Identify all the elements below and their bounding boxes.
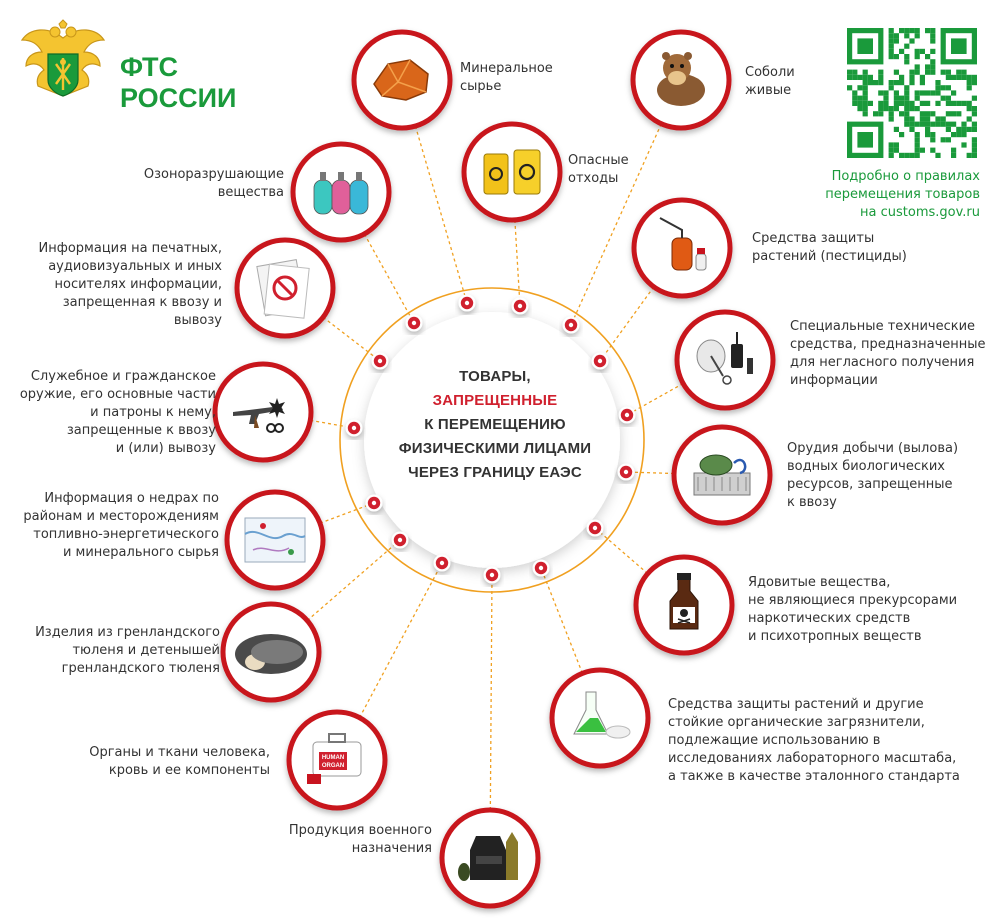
item-label-line: вещества [217,185,284,200]
organ-box-label-line1: HUMAN [321,755,345,761]
item-label [790,318,990,390]
item-label-line: Орудия добычи (вылова) [787,441,959,456]
item-label-line: гренландского тюленя [61,661,220,676]
item-circle-pesticide-sprayer [634,200,730,296]
ring-marker [619,407,636,424]
item-label-line: для негласного получения [790,355,975,370]
item-label-line: топливно-энергетического [33,527,219,542]
qr-caption-line1: Подробно о правилах [831,169,980,184]
ring-marker [366,495,383,512]
ring-marker [406,315,423,332]
center-title-line5: ЧЕРЕЗ ГРАНИЦУ ЕАЭС [408,464,582,481]
qr-caption-line2: перемещения товаров [825,187,980,202]
geological-map-icon [245,518,305,562]
center-title [370,365,620,485]
item-circle-lab-flask [552,670,648,766]
item-label-line: Средства защиты [752,231,875,246]
item-label-line: Минеральное [460,61,553,76]
item-circle-seal-fur [223,604,319,700]
item-label-line: Органы и ткани человека, [89,745,270,760]
item-circle-hazard-barrels [464,124,560,220]
item-label-line: районам и месторождениям [23,509,219,524]
item-label-line: к ввозу [787,495,837,510]
item-label-line: вывозу [173,313,222,328]
item-label-line: Продукция военного [288,823,432,838]
fts-emblem-logo [18,18,108,108]
item-label-line: Озоноразрушающие [143,167,284,182]
center-title-line4: ФИЗИЧЕСКИМИ ЛИЦАМИ [398,440,592,457]
prohibited-documents-icon [257,260,309,319]
item-label [4,368,216,458]
item-label-line: Опасные [568,153,629,168]
item-label-line: аудиовизуальных и иных [48,259,222,274]
item-label-line: Средства защиты растений и другие [668,697,924,712]
item-label-line: Служебное и гражданское [30,369,216,384]
fishing-gear-icon [694,455,750,495]
item-label [745,64,865,100]
item-circle-geological-map [227,492,323,588]
item-label [460,60,600,96]
item-label-line: и (или) вывозу [115,441,216,456]
org-name-line1: ФТС [120,52,179,82]
item-label-line: исследованиях лабораторного масштаба, [668,751,957,766]
item-label-line: живые [745,83,792,98]
item-label-line: и минерального сырья [62,545,219,560]
qr-caption-line3: на customs.gov.ru [860,205,980,220]
ring-marker [587,520,604,537]
org-name [120,52,236,114]
item-label-line: а также в качестве эталонного стандарта [668,769,960,784]
ring-marker [533,560,550,577]
center-title-line2: ЗАПРЕЩЕННЫЕ [432,392,558,409]
qr-caption [800,168,980,222]
item-circle-amber-stone [354,32,450,128]
ring-marker [512,298,529,315]
item-circle-gas-cylinders [293,144,389,240]
item-circle-spy-equipment [677,312,773,408]
item-label-line: водных биологических [787,459,945,474]
item-label-line: Ядовитые вещества, [748,575,891,590]
ring-marker [434,555,451,572]
item-label-line: Специальные технические [790,319,976,334]
center-title-line3: К ПЕРЕМЕЩЕНИЮ [424,416,566,433]
item-label-line: запрещенные к ввозу [66,423,216,438]
item-label-line: растений (пестициды) [752,249,907,264]
item-circle-organ-box [289,712,385,808]
item-label-line: Соболи [745,65,795,80]
center-title-line1: ТОВАРЫ, [459,368,531,385]
item-label [10,240,222,330]
item-label-line: Информация на печатных, [38,241,222,256]
item-label-line: отходы [568,171,619,186]
item-circle-weapons [215,364,311,460]
org-name-line2: РОССИИ [120,83,237,113]
item-label [568,152,688,188]
item-circle-military-gear [442,810,538,906]
item-label-line: запрещенная к ввозу и [62,295,222,310]
ring-marker [484,567,501,584]
item-label-line: наркотических средств [748,611,911,626]
item-label [250,822,432,858]
ring-marker [392,532,409,549]
ring-marker [618,464,635,481]
item-circle-fishing-gear [674,427,770,523]
item-label-line: подлежащие использованию в [668,733,881,748]
item-label [748,574,988,646]
item-label [752,230,952,266]
item-label [20,624,220,678]
item-label-line: сырье [460,79,502,94]
item-label-line: стойкие органические загрязнители, [668,715,925,730]
organ-box-label-line2: ORGAN [321,763,345,769]
item-circle-sable-animal [633,32,729,128]
gas-cylinders-icon [314,172,368,214]
item-label-line: кровь и ее компоненты [108,763,270,778]
item-circle-prohibited-documents [237,240,333,336]
qr-code[interactable] [845,26,979,160]
item-label-line: и патроны к нему, [90,405,216,420]
item-label-line: ресурсов, запрещенные [787,477,953,492]
item-label [60,744,270,780]
item-label-line: Изделия из гренландского [35,625,220,640]
item-label-line: Информация о недрах по [44,491,219,506]
item-label [60,166,284,202]
item-label [787,440,987,512]
ring-marker [563,317,580,334]
item-label [668,696,988,786]
item-label-line: информации [790,373,878,388]
item-label-line: не являющиеся прекурсорами [748,593,958,608]
item-label-line: оружие, его основные части [19,387,216,402]
ring-marker [346,420,363,437]
item-label-line: тюленя и детенышей [72,643,220,658]
item-label-line: назначения [351,841,432,856]
item-label-line: носителях информации, [54,277,222,292]
item-label [4,490,219,562]
item-circle-poison-bottle [636,557,732,653]
ring-marker [459,295,476,312]
seal-fur-icon [235,634,307,674]
item-label-line: средства, предназначенные [790,337,986,352]
item-label-line: и психотропных веществ [748,629,922,644]
